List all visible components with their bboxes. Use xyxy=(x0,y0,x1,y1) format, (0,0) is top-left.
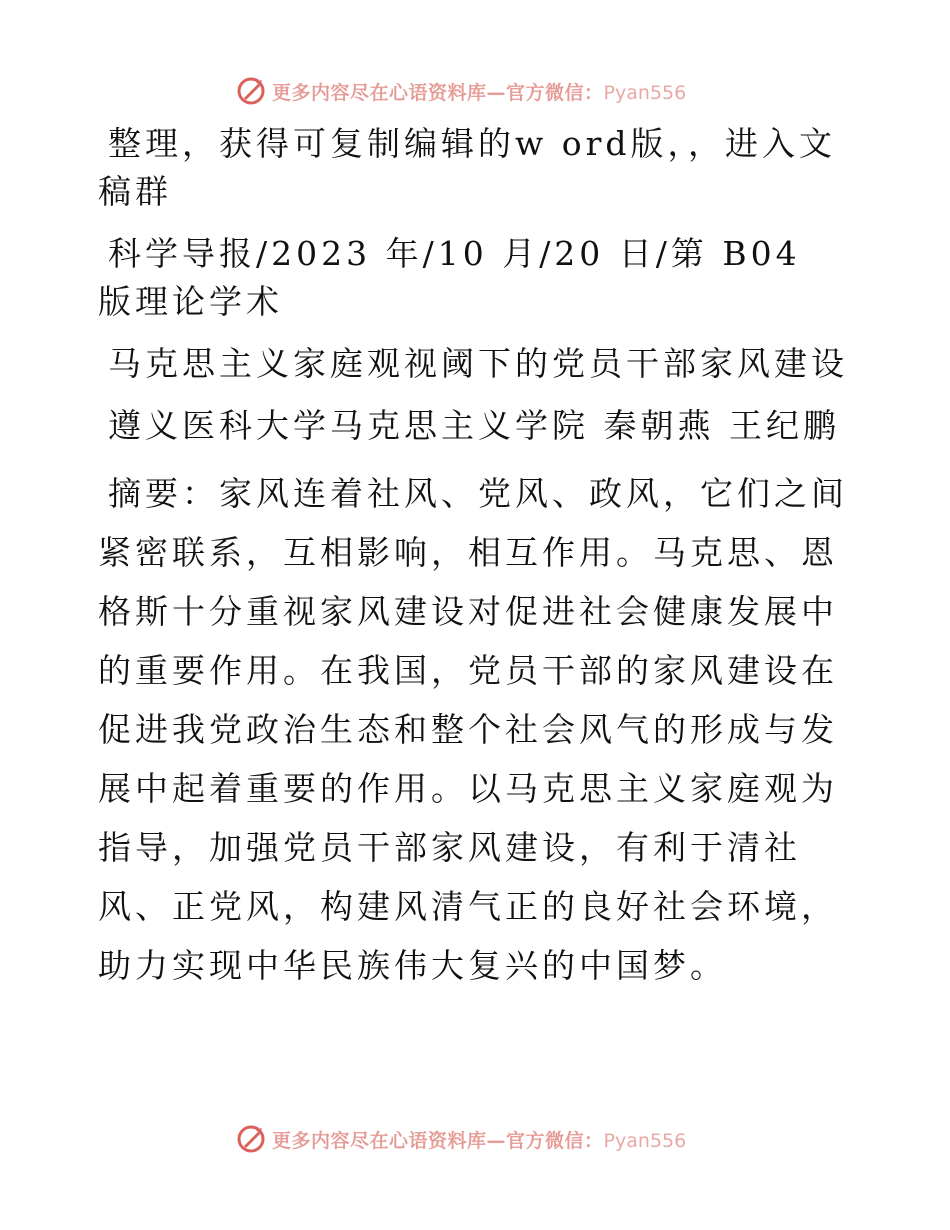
watermark-text: 更多内容尽在心语资料库—官方微信： xyxy=(272,1129,604,1152)
watermark-text: 更多内容尽在心语资料库—官方微信： xyxy=(272,81,604,104)
author-line: 遵义医科大学马克思主义学院 秦朝燕 王纪鹏 xyxy=(108,406,840,445)
watermark-header xyxy=(236,74,686,108)
abstract-paragraph: 摘要：家风连着社风、党风、政风，它们之间紧密联系，互相影响，相互作用。马克思、恩格斯十分重视家风建设对促进社会健康发展中的重要作用。在我国，党员干部的家风建设在促进我党政治生态和整个社会风气的形成与发展中起着重要的作用。以马克思主义家庭观为指导，加强党员干部家风建设，有利于清社风、正党风，构建风清气正的良好社会环境，助力实现中华民族伟大复兴的中国梦。 xyxy=(98,474,848,985)
source-line: 科学导报/2023 年/10 月/20 日/第 B04 版理论学术 xyxy=(98,234,801,321)
quill-pen-seal-icon xyxy=(236,1124,266,1154)
watermark-id: Pyan556 xyxy=(603,81,687,104)
article-title: 马克思主义家庭观视阈下的党员干部家风建设 xyxy=(108,344,848,383)
document-body xyxy=(98,120,850,1009)
watermark-footer xyxy=(236,1122,686,1156)
watermark-id: Pyan556 xyxy=(603,1129,687,1152)
quill-pen-seal-icon xyxy=(236,76,266,106)
intro-line: 整理，获得可复制编辑的w ord版，，进入文稿群 xyxy=(98,124,837,211)
